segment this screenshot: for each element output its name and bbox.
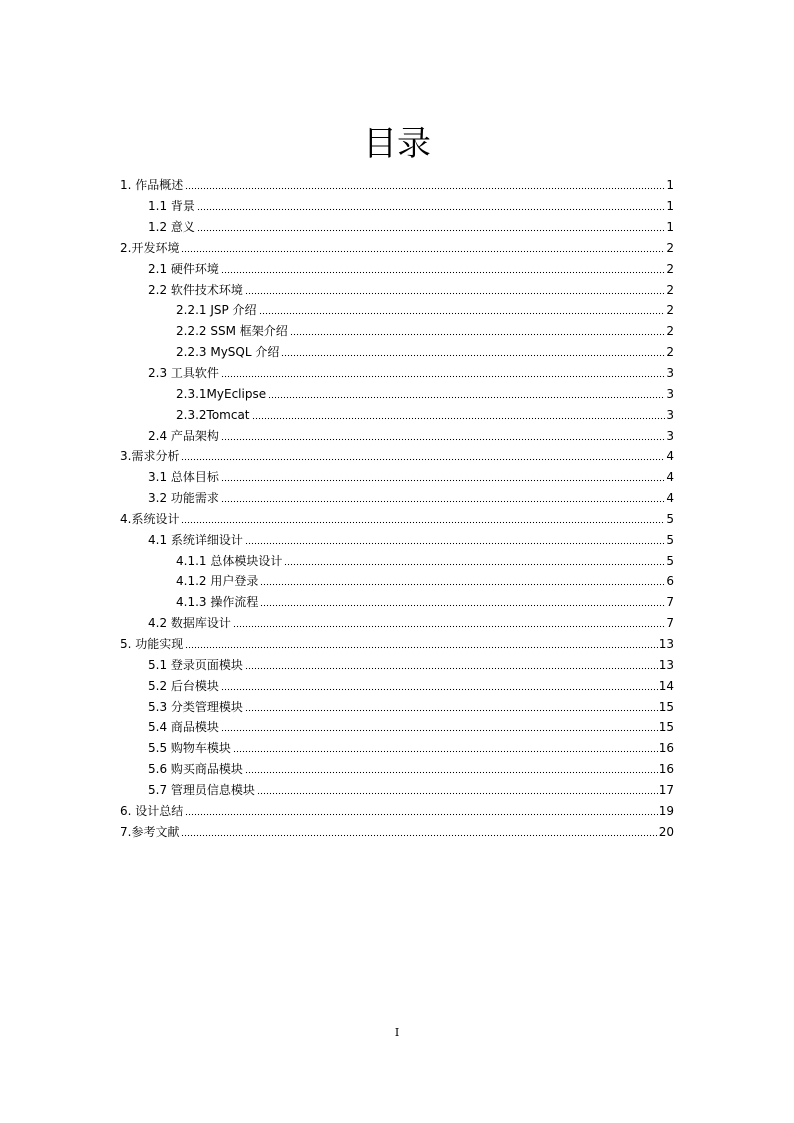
toc-entry[interactable] <box>0 509 794 530</box>
toc-entry-text: 2.4 产品架构 <box>148 428 219 443</box>
toc-entry-page: 6 <box>666 574 674 589</box>
toc-entry-text: 5.7 管理员信息模块 <box>148 782 255 797</box>
toc-leader-dots <box>259 312 666 316</box>
toc-entry-page: 2 <box>666 282 674 297</box>
toc-entry-page: 2 <box>666 324 674 339</box>
toc-leader-dots <box>245 541 665 545</box>
toc-leader-dots <box>290 333 666 337</box>
toc-entry[interactable] <box>0 425 794 446</box>
toc-leader-dots <box>181 458 665 462</box>
toc-entry-text: 5.5 购物车模块 <box>148 741 231 756</box>
toc-entry-text: 2.3 工具软件 <box>148 366 219 381</box>
toc-entry[interactable] <box>0 779 794 800</box>
toc-entry[interactable] <box>0 696 794 717</box>
toc-entry-text: 1.1 背景 <box>148 199 195 214</box>
toc-entry-text: 4.1.3 操作流程 <box>176 595 259 610</box>
toc-entry-page: 5 <box>666 553 674 568</box>
toc-entry-text: 2.2.3 MySQL 介绍 <box>176 345 280 360</box>
toc-entry-text: 2.1 硬件环境 <box>148 261 219 276</box>
toc-entry-page: 2 <box>666 303 674 318</box>
toc-entry[interactable] <box>0 446 794 467</box>
toc-entry-page: 5 <box>666 532 674 547</box>
toc-entry-page: 3 <box>666 428 674 443</box>
toc-entry-text: 4.1.2 用户登录 <box>176 574 259 589</box>
toc-entry-text: 2.3.2Tomcat <box>176 407 250 422</box>
toc-entry-page: 7 <box>666 595 674 610</box>
toc-entry-text: 6. 设计总结 <box>120 803 184 818</box>
toc-entry-text: 1.2 意义 <box>148 220 195 235</box>
toc-entry-text: 4.1.1 总体模块设计 <box>176 553 283 568</box>
toc-entry-text: 5.1 登录页面模块 <box>148 657 243 672</box>
toc-leader-dots <box>245 666 658 670</box>
toc-entry-page: 16 <box>658 741 674 756</box>
toc-entry-page: 16 <box>658 762 674 777</box>
table-of-contents <box>0 175 794 842</box>
toc-entry-text: 5.3 分类管理模块 <box>148 699 243 714</box>
toc-entry-page: 2 <box>666 240 674 255</box>
toc-entry-page: 13 <box>658 657 674 672</box>
toc-title: 目录 <box>363 124 431 164</box>
toc-leader-dots <box>245 708 658 712</box>
toc-leader-dots <box>221 500 665 504</box>
toc-leader-dots <box>233 750 658 754</box>
toc-entry-text: 1. 作品概述 <box>120 178 184 193</box>
toc-entry-page: 7 <box>666 616 674 631</box>
toc-entry-text: 2.2.2 SSM 框架介绍 <box>176 324 288 339</box>
toc-entry-text: 3.2 功能需求 <box>148 491 219 506</box>
toc-entry-text: 2.2 软件技术环境 <box>148 282 243 297</box>
toc-entry[interactable] <box>0 821 794 842</box>
toc-entry[interactable] <box>0 654 794 675</box>
toc-entry-page: 15 <box>658 699 674 714</box>
toc-entry[interactable] <box>0 634 794 655</box>
toc-entry-page: 19 <box>658 803 674 818</box>
toc-entry-page: 15 <box>658 720 674 735</box>
toc-leader-dots <box>245 771 658 775</box>
toc-entry[interactable] <box>0 258 794 279</box>
toc-entry-text: 4.1 系统详细设计 <box>148 532 243 547</box>
toc-leader-dots <box>260 604 665 608</box>
toc-entry-page: 1 <box>666 199 674 214</box>
toc-entry-text: 3.需求分析 <box>120 449 180 464</box>
toc-entry-text: 4.系统设计 <box>120 511 180 526</box>
toc-entry-text: 5. 功能实现 <box>120 636 184 651</box>
toc-entry[interactable] <box>0 550 794 571</box>
toc-entry[interactable] <box>0 217 794 238</box>
toc-entry-page: 1 <box>666 178 674 193</box>
toc-entry-page: 20 <box>658 824 674 839</box>
toc-leader-dots <box>221 270 665 274</box>
toc-entry[interactable] <box>0 738 794 759</box>
toc-entry-page: 2 <box>666 345 674 360</box>
toc-leader-dots <box>197 229 665 233</box>
toc-entry[interactable] <box>0 488 794 509</box>
toc-entry[interactable] <box>0 675 794 696</box>
toc-entry[interactable] <box>0 800 794 821</box>
page-number: I <box>394 1026 400 1039</box>
toc-entry-text: 7.参考文献 <box>120 824 180 839</box>
toc-leader-dots <box>252 416 666 420</box>
toc-entry[interactable] <box>0 529 794 550</box>
toc-leader-dots <box>181 249 665 253</box>
toc-entry-page: 14 <box>658 678 674 693</box>
toc-entry-text: 5.6 购买商品模块 <box>148 762 243 777</box>
toc-entry-text: 2.2.1 JSP 介绍 <box>176 303 257 318</box>
toc-entry-page: 4 <box>666 470 674 485</box>
toc-entry[interactable] <box>0 717 794 738</box>
toc-entry-page: 1 <box>666 220 674 235</box>
toc-leader-dots <box>245 291 665 295</box>
toc-entry[interactable] <box>0 238 794 259</box>
toc-leader-dots <box>185 645 657 649</box>
toc-leader-dots <box>268 395 665 399</box>
toc-entry[interactable] <box>0 404 794 425</box>
toc-entry[interactable] <box>0 321 794 342</box>
toc-entry-text: 3.1 总体目标 <box>148 470 219 485</box>
toc-entry-page: 17 <box>658 782 674 797</box>
toc-leader-dots <box>197 208 665 212</box>
toc-entry[interactable] <box>0 342 794 363</box>
toc-leader-dots <box>233 625 665 629</box>
toc-leader-dots <box>221 375 665 379</box>
toc-leader-dots <box>181 833 657 837</box>
toc-entry-text: 2.开发环境 <box>120 240 180 255</box>
toc-entry-page: 3 <box>666 407 674 422</box>
toc-entry-text: 5.4 商品模块 <box>148 720 219 735</box>
toc-entry-page: 13 <box>658 636 674 651</box>
toc-entry-text: 4.2 数据库设计 <box>148 616 231 631</box>
toc-entry[interactable] <box>0 571 794 592</box>
toc-leader-dots <box>281 354 665 358</box>
toc-leader-dots <box>221 479 665 483</box>
toc-entry[interactable] <box>0 300 794 321</box>
toc-entry-text: 2.3.1MyEclipse <box>176 386 267 401</box>
toc-leader-dots <box>257 791 658 795</box>
toc-entry[interactable] <box>0 467 794 488</box>
toc-entry-page: 5 <box>666 511 674 526</box>
toc-entry-page: 2 <box>666 261 674 276</box>
toc-leader-dots <box>185 187 665 191</box>
toc-leader-dots <box>284 562 665 566</box>
toc-entry-page: 4 <box>666 449 674 464</box>
toc-entry-page: 3 <box>666 366 674 381</box>
toc-entry-page: 4 <box>666 491 674 506</box>
toc-leader-dots <box>181 520 665 524</box>
toc-leader-dots <box>221 729 658 733</box>
toc-leader-dots <box>260 583 665 587</box>
toc-entry-page: 3 <box>666 386 674 401</box>
toc-entry[interactable] <box>0 175 794 196</box>
toc-entry[interactable] <box>0 613 794 634</box>
toc-leader-dots <box>221 437 665 441</box>
toc-entry[interactable] <box>0 383 794 404</box>
toc-entry[interactable] <box>0 592 794 613</box>
toc-entry[interactable] <box>0 759 794 780</box>
toc-leader-dots <box>185 812 657 816</box>
toc-entry-text: 5.2 后台模块 <box>148 678 219 693</box>
toc-entry[interactable] <box>0 279 794 300</box>
toc-entry[interactable] <box>0 363 794 384</box>
toc-entry[interactable] <box>0 196 794 217</box>
toc-leader-dots <box>221 687 658 691</box>
